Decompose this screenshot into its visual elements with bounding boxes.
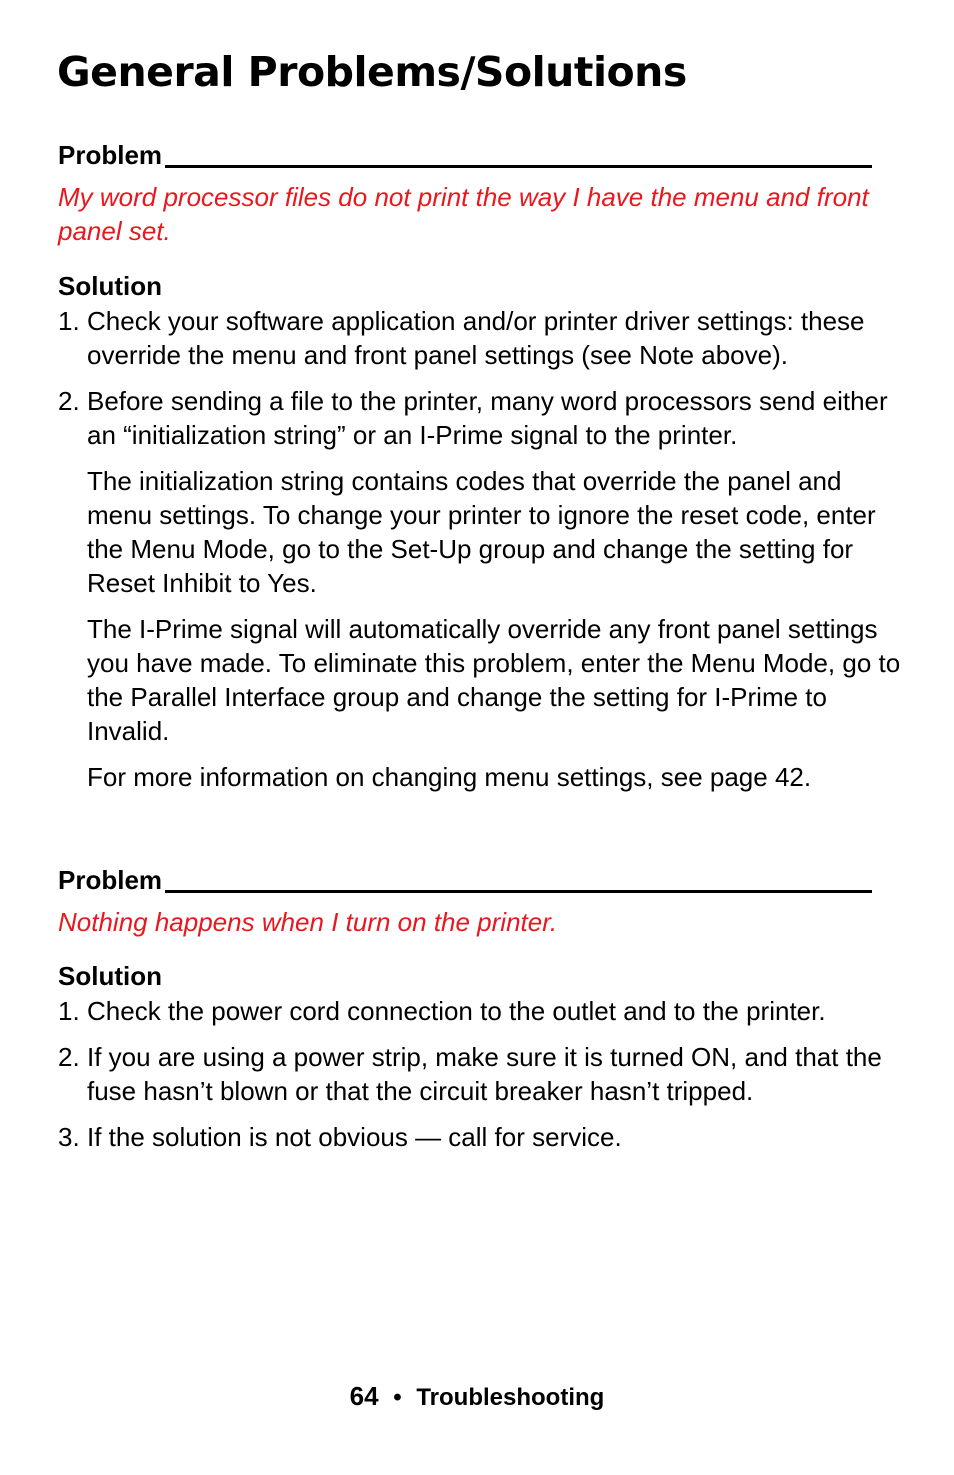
step-text: The I-Prime signal will automatically override any front panel settings you have made. To eliminate this problem, enter the Menu Mode, go to the Parallel Interface group and change the setting for I-Prime to Invalid.: [87, 614, 901, 746]
step-text: For more information on changing menu settings, see page 42.: [87, 762, 812, 792]
page-title: General Problems/Solutions: [57, 48, 687, 96]
solution-step: [58, 1120, 902, 1154]
solution-step: [58, 994, 902, 1028]
step-text: Check the power cord connection to the outlet and to the printer.: [87, 996, 826, 1026]
footer-section-name: Troubleshooting: [416, 1384, 605, 1411]
solution-step: [58, 1040, 902, 1108]
solution-label: Solution: [58, 961, 162, 991]
problem-label: Problem: [58, 140, 163, 170]
solution-steps: [58, 994, 908, 1154]
solution-step: [58, 384, 902, 794]
problem-section-1: [58, 136, 908, 794]
step-number: 1.: [58, 306, 80, 336]
solution-steps: [58, 304, 908, 794]
step-number: 2.: [58, 1042, 80, 1072]
page-number: 64: [349, 1381, 379, 1411]
step-text: Check your software application and/or printer driver settings: these override the menu and front panel settings (see Note above).: [87, 306, 865, 370]
page-footer: [0, 1378, 954, 1416]
step-text: If you are using a power strip, make sure it is turned ON, and that the fuse hasn’t blown or that the circuit breaker hasn’t tripped.: [87, 1042, 882, 1106]
heading-rule: [165, 165, 872, 168]
problem-heading: [58, 136, 884, 170]
step-number: 1.: [58, 996, 80, 1026]
step-text: Before sending a file to the printer, many word processors send either an “initialization string” or an I-Prime signal to the printer.: [87, 386, 888, 450]
step-number: 3.: [58, 1122, 80, 1152]
problem-text: Nothing happens when I turn on the printer.: [58, 907, 558, 937]
problem-label: Problem: [58, 865, 163, 895]
problem-heading: [58, 861, 884, 895]
step-text: The initialization string contains codes that override the panel and menu settings. To change your printer to ignore the reset code, enter the Menu Mode, go to the Set-Up group and change the setting for Reset Inhibit to Yes.: [87, 466, 876, 598]
step-text: If the solution is not obvious — call for service.: [87, 1122, 622, 1152]
problem-section-2: [58, 861, 908, 1154]
step-number: 2.: [58, 386, 80, 416]
problem-text: My word processor files do not print the way I have the menu and front panel set.: [58, 182, 869, 246]
heading-rule: [165, 890, 872, 893]
solution-step: [58, 304, 902, 372]
footer-separator: •: [393, 1384, 402, 1411]
solution-label: Solution: [58, 271, 162, 301]
